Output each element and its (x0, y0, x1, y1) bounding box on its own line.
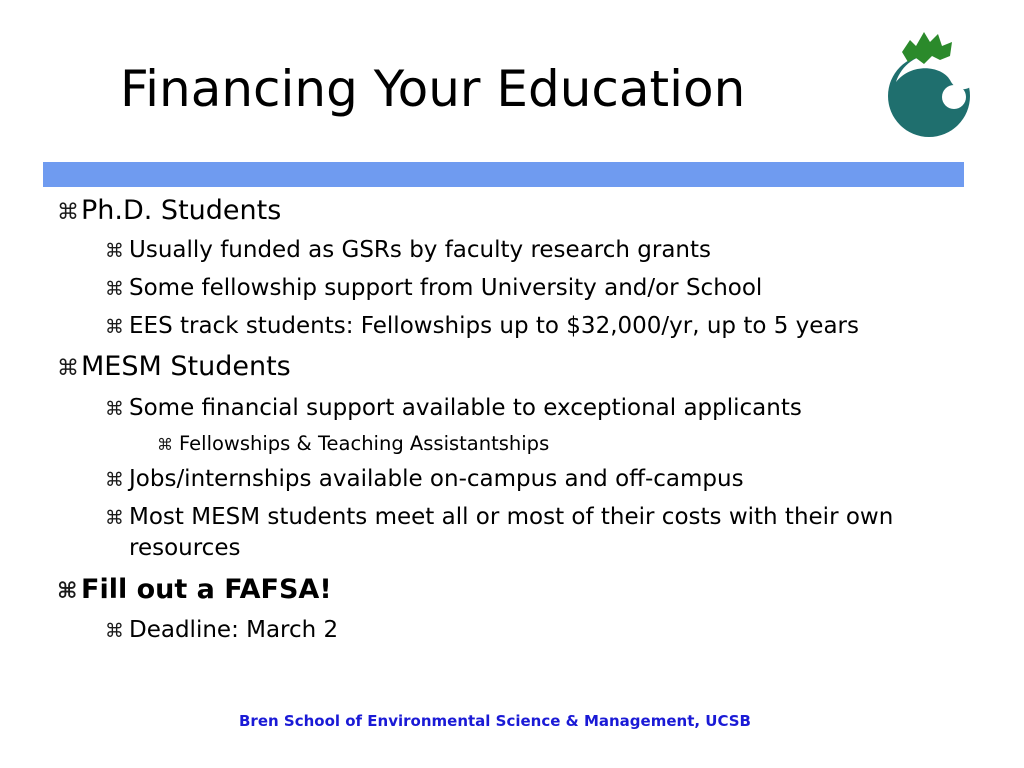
bullet-icon: ⌘ (105, 620, 124, 642)
bullet-phd-students (57, 195, 281, 226)
slide-footer: Bren School of Environmental Science & Management, UCSB (239, 712, 751, 730)
header-band (43, 162, 964, 187)
logo-eye (942, 85, 966, 109)
bullet-text: Fill out a FAFSA! (81, 574, 332, 605)
bullet-text: Jobs/internships available on-campus and off-campus (129, 466, 744, 492)
bullet-text: EES track students: Fellowships up to $32,000/yr, up to 5 years (129, 313, 859, 339)
bullet-icon: ⌘ (105, 398, 124, 420)
bullet-ees-track (105, 313, 859, 339)
bullet-text: Usually funded as GSRs by faculty research grants (129, 237, 711, 263)
bullet-icon: ⌘ (105, 316, 124, 338)
bullet-jobs-internships (105, 466, 744, 492)
bullet-text: Ph.D. Students (81, 195, 282, 226)
bullet-icon: ⌘ (105, 240, 124, 262)
bullet-text: Some fellowship support from University and/or School (129, 275, 763, 301)
bullet-icon: ⌘ (105, 507, 124, 529)
bullet-icon: ⌘ (157, 435, 173, 454)
bullet-icon: ⌘ (105, 278, 124, 300)
bullet-text: Fellowships & Teaching Assistantships (179, 432, 550, 455)
bullet-fellowships-ta (157, 432, 549, 455)
bullet-icon: ⌘ (57, 356, 79, 381)
bullet-text: Deadline: March 2 (129, 617, 339, 643)
bullet-icon: ⌘ (57, 200, 79, 225)
bullet-financial-support (105, 395, 802, 421)
bullet-text: Some financial support available to exceptional applicants (129, 395, 802, 421)
bullet-text: MESM Students (81, 351, 291, 382)
bullet-mesm-students (57, 351, 291, 382)
bullet-icon: ⌘ (57, 579, 78, 604)
bullet-icon: ⌘ (105, 469, 124, 491)
bullet-own-resources (105, 502, 975, 564)
bullet-deadline (105, 617, 338, 643)
bren-school-logo (872, 22, 984, 140)
bullet-text: Most MESM students meet all or most of their costs with their own resources (129, 504, 894, 561)
bullet-gsr-funding (105, 237, 711, 263)
bullet-fellowship-support (105, 275, 762, 301)
slide-title: Financing Your Education (120, 60, 746, 118)
bullet-fafsa (57, 574, 332, 605)
